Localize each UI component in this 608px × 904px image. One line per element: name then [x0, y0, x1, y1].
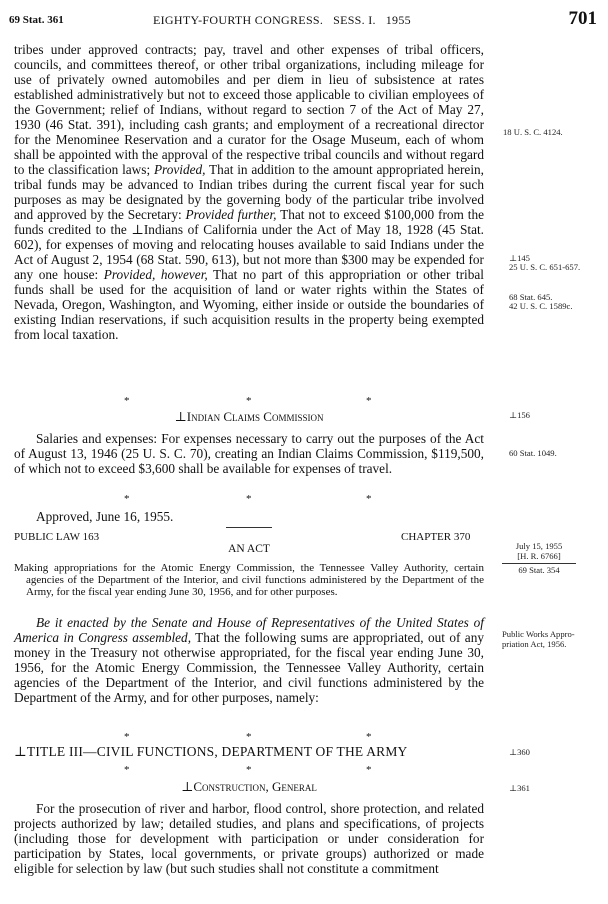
icc-paragraph: Salaries and expenses: For expenses necessary to carry out the purposes of the Act of August 13, 1946 (25 U. S. C. 70), creating an Indian Claims Commission, $119,500, of which not to exceed $3,600 shall be available for expenses of travel. [14, 431, 484, 476]
section-break-stars: * * * [124, 731, 372, 743]
section-break-stars: * * * [124, 395, 372, 407]
continued-paragraph: tribes under approved contracts; pay, travel and other expenses of tribal officers, councils, and committees thereof, or other tribal organizations, including mileage for use of privately owned automobiles and per diem in lieu of subsistence at rates established administratively but not to exceed those applicable to civilian employees of the Government; relief of Indians, without regard to section 7 of the Act of May 27, 1930 (46 Stat. 391), including cash grants; and employment of a recreational director for the Menominee Reservation and a curator for the Osage Museum, each of whom shall be appointed with the approval of the respective tribal councils and without regard to the classification laws; Provided, That in addition to the amount appropriated herein, tribal funds may be advanced to Indian tribes during the current fiscal year for such purposes as may be designated by the governing body of the particular tribe involved and approved by the Secretary: Provided further, That not to exceed $100,000 from the funds credited to the ⊥Indians of California under the Act of May 18, 1928 (45 Stat. 602), for expenses of moving and relocating houses available to said Indians under the Act of August 2, 1954 (68 Stat. 590, 613), but not more than $300 may be expended for any one house: Provided, however, That no part of this appropriation or other tribal funds shall be used for the acquisition of land or water rights within the States of Nevada, Oregon, Washington, and Wyoming, either inside or outside the boundaries of existing Indian reservations, if such acquisition results in the property being exempted from local taxation. [14, 42, 485, 342]
margin-marker: ⊥156 [509, 410, 530, 420]
margin-note: 18 U. S. C. 4124. [503, 127, 563, 137]
icc-heading: ⊥Indian Claims Commission [174, 409, 324, 424]
margin-marker: ⊥361 [509, 783, 530, 793]
approval-date: Approved, June 16, 1955. [36, 509, 174, 524]
stat-reference: 69 Stat. 361 [9, 14, 64, 26]
act-summary: Making appropriations for the Atomic Energy Commission, the Tennessee Valley Authority, certain agencies of the Department of the Interior, and civil functions administered by the Department of the Army, for the fiscal year ending June 30, 1956, and for other purposes. [14, 562, 484, 598]
congress-session: EIGHTY-FOURTH CONGRESS. SESS. I. 1955 [153, 13, 411, 27]
chapter-number: CHAPTER 370 [401, 531, 471, 543]
construction-general-heading: ⊥Construction, General [181, 779, 317, 794]
section-break-stars: * * * [124, 764, 372, 776]
enacting-clause: Be it enacted by the Senate and House of Representatives of the United States of America in Congress assembled, That the following sums are appropriated, out of any money in the Treasury not otherwise appropriated, for the fiscal year ending June 30, 1956, for the Atomic Energy Commission, the Tennessee Valley Authority, certain agencies of the Department of the Interior, and civil functions administered by the Department of the Army, and for other purposes, namely: [14, 615, 484, 705]
margin-note: July 15, 1955 [H. R. 6766] 69 Stat. 354 [498, 542, 580, 576]
page-header [9, 8, 599, 30]
divider [226, 527, 272, 528]
margin-note: 25 U. S. C. 651-657. [509, 262, 581, 272]
section-break-stars: * * * [124, 493, 372, 505]
an-act-heading: AN ACT [228, 543, 270, 555]
margin-marker: ⊥145 [509, 253, 530, 263]
margin-note: 42 U. S. C. 1589c. [509, 301, 573, 311]
margin-note: 60 Stat. 1049. [509, 448, 557, 458]
page-number: 701 [568, 8, 597, 29]
construction-paragraph: For the prosecution of river and harbor, flood control, shore protection, and related projects authorized by law; detailed studies, and plans and specifications, of projects (including those for development with participation or under consideration for participation by States, local governments, or private groups) authorized or made eligible for selection by law (but such studies shall not constitute a commitment [14, 801, 484, 876]
divider [502, 563, 576, 564]
margin-note: Public Works Appro- priation Act, 1956. [502, 629, 575, 649]
public-law-number: PUBLIC LAW 163 [14, 531, 100, 543]
margin-marker: ⊥360 [509, 747, 530, 757]
margin-note: 68 Stat. 645. [509, 292, 553, 302]
title-iii-heading: ⊥TITLE III—CIVIL FUNCTIONS, DEPARTMENT OF THE ARMY [14, 744, 408, 759]
